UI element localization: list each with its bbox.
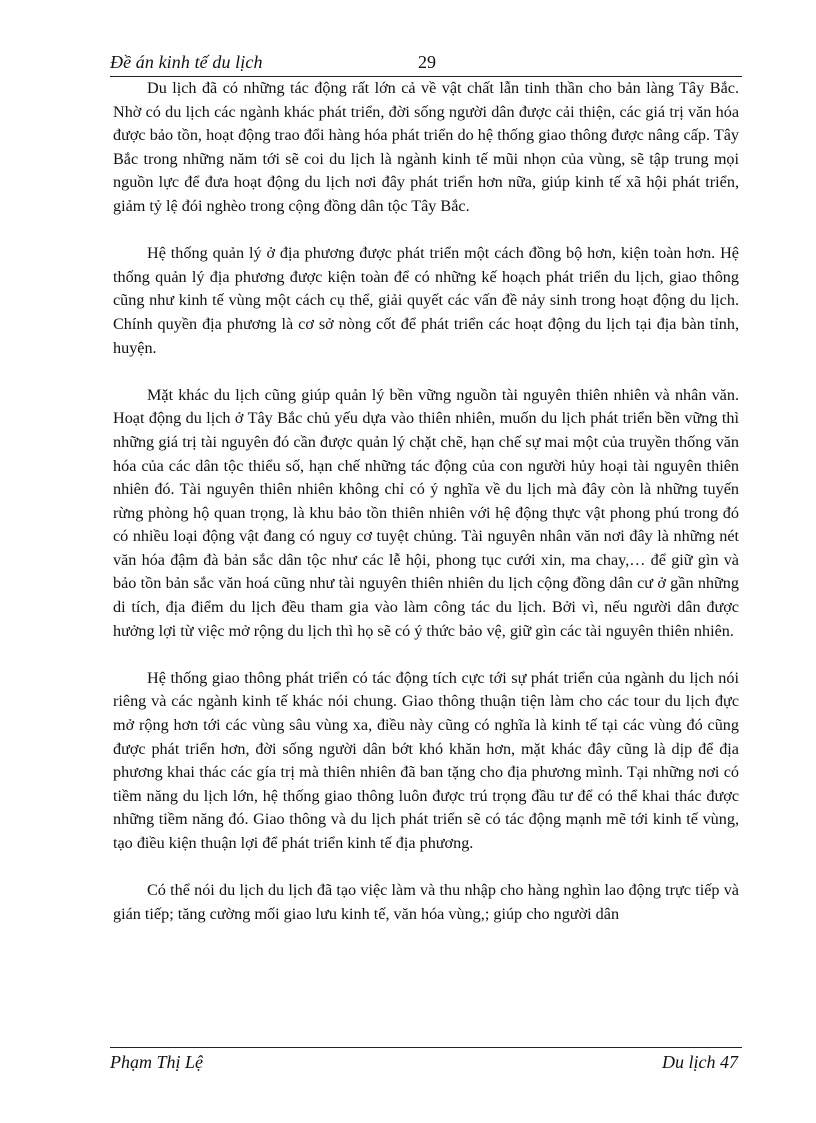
course-name: Du lịch 47: [662, 1052, 738, 1072]
document-title: Đề án kinh tế du lịch: [110, 52, 263, 72]
paragraph: Có thể nói du lịch du lịch đã tạo việc làm và thu nhập cho hàng nghìn lao động trực tiếp và gián tiếp; tăng cường mối giao lưu kinh tế, văn hóa vùng,; giúp cho người dân: [113, 881, 739, 923]
author-name: Phạm Thị Lệ: [110, 1052, 204, 1072]
paragraph: Hệ thống giao thông phát triển có tác động tích cực tới sự phát triển của ngành du lịch nói riêng và các ngành kinh tế khác nói chung. Giao thông thuận tiện làm cho các tour du lịch đực mở rộng hơn tới các vùng sâu vùng xa, điều này cũng có nghĩa là kinh tế tại các vùng đó cũng được phát triển hơn, đời sống người dân bớt khó khăn hơn, mặt khác đây cũng là dịp để địa phương khai thác các gía trị mà thiên nhiên đã ban tặng cho địa phương mình. Tại những nơi có tiềm năng du lịch lớn, hệ thống giao thông luôn được trú trọng đầu tư để có thể khai thác được những tiềm năng đó. Giao thông và du lịch phát triển sẽ có tác động mạnh mẽ tới kinh tế vùng, tạo điều kiện thuận lợi để phát triển kinh tế địa phương.: [113, 668, 739, 852]
page-header: [110, 50, 742, 77]
paragraph: Mặt khác du lịch cũng giúp quản lý bền vững nguồn tài nguyên thiên nhiên và nhân văn. Hoạt động du lịch ở Tây Bắc chủ yếu dựa vào thiên nhiên, muốn du lịch phát triển bền vững thì những giá trị tài nguyên đó cần được quản lý chặt chẽ, hạn chế sự mai một của truyền thống văn hóa của các dân tộc thiểu số, hạn chế những tác động của con người hủy hoại tài nguyên thiên nhiên đó. Tài nguyên thiên nhiên không chỉ có ý nghĩa về du lịch mà đây còn là những tuyến rừng phòng hộ quan trọng, là khu bảo tồn thiên nhiên với hệ động thực vật phong phú trong đó có nhiều loại động vật đang có nguy cơ tuyệt chủng. Tài nguyên nhân văn nơi đây là những nét văn hóa đậm đà bản sắc dân tộc như các lễ hội, phong tục cưới xin, ma chay,… để giữ gìn và bảo tồn bản sắc văn hoá cũng như tài nguyên thiên nhiên du lịch cộng đồng dân cư ở gần những di tích, địa điểm du lịch đều tham gia vào làm công tác du lịch. Bởi vì, nếu người dân được hưởng lợi từ việc mở rộng du lịch thì họ sẽ có ý thức bảo vệ, giữ gìn các tài nguyên thiên nhiên.: [113, 385, 739, 640]
paragraph: Hệ thống quản lý ở địa phương được phát triển một cách đồng bộ hơn, kiện toàn hơn. Hệ thống quản lý địa phương được kiện toàn để có những kế hoạch phát triển du lịch, giao thông cũng như kinh tế vùng một cách cụ thể, giải quyết các vấn đề nảy sinh trong hoạt động du lịch. Chính quyền địa phương là cơ sở nòng cốt để phát triển các hoạt động du lịch tại địa bàn tỉnh, huyện.: [113, 244, 739, 357]
body-text: [113, 77, 739, 926]
page-number: 29: [418, 52, 436, 72]
paragraph: Du lịch đã có những tác động rất lớn cả về vật chất lẫn tinh thần cho bản làng Tây Bắc. Nhờ có du lịch các ngành khác phát triển, đời sống người dân được cải thiện, các giá trị văn hóa được bảo tồn, hoạt động trao đổi hàng hóa phát triển do hệ thống giao thông được nâng cấp. Tây Bắc trong những năm tới sẽ coi du lịch là ngành kinh tế mũi nhọn của vùng, sẽ tập trung mọi nguồn lực để đưa hoạt động du lịch nơi đây phát triển hơn nữa, giúp kinh tế xã hội phát triển, giảm tỷ lệ đói nghèo trong cộng đồng dân tộc Tây Bắc.: [113, 79, 739, 215]
page-footer: [110, 1047, 742, 1078]
